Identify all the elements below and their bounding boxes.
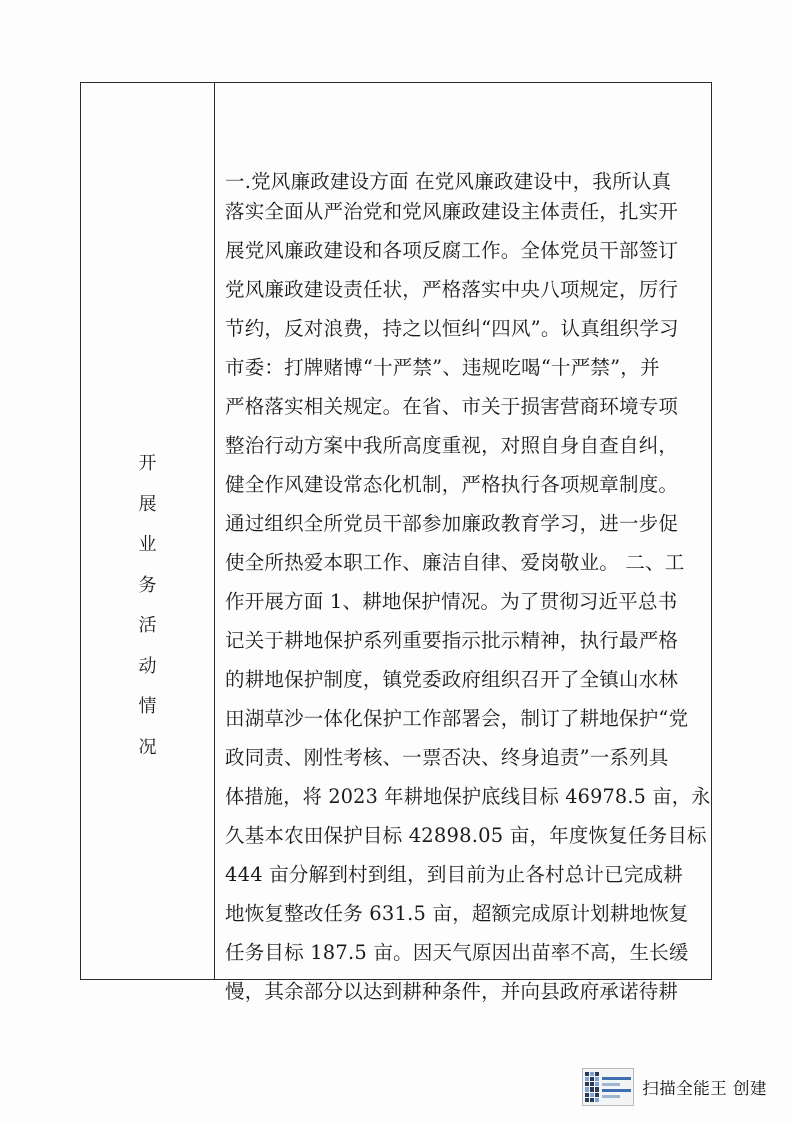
form-table [80, 82, 712, 1003]
row-label-char: 况 [138, 736, 157, 758]
row-label-char: 开 [138, 453, 157, 474]
row-content-text [225, 171, 711, 1011]
content-line: 地恢复整改任务 631.5 亩，超额完成原计划耕地恢复 [225, 902, 689, 925]
content-line: 展党风廉政建设和各项反腐工作。全体党员干部签订 [225, 239, 679, 262]
content-line: 田湖草沙一体化保护工作部署会，制订了耕地保护“党 [225, 707, 689, 730]
row-label-char: 展 [138, 493, 157, 515]
content-line: 党风廉政建设责任状，严格落实中央八项规定，厉行 [225, 278, 679, 301]
content-line: 使全所热爱本职工作、廉洁自律、爱岗敬业。 二、工 [225, 551, 685, 574]
content-line: 严格落实相关规定。在省、市关于损害营商环境专项 [225, 395, 679, 418]
content-line: 444 亩分解到村到组，到目前为止各村总计已完成耕 [225, 863, 683, 886]
content-line: 整治行动方案中我所高度重视，对照自身自查自纠， [225, 434, 679, 457]
camscanner-logo-icon [582, 1068, 634, 1106]
row-label-char: 务 [138, 574, 157, 596]
scanner-watermark [582, 1068, 767, 1106]
content-line: 体措施，将 2023 年耕地保护底线目标 46978.5 亩，永 [225, 785, 711, 808]
row-content-cell [215, 83, 711, 1003]
content-line: 久基本农田保护目标 42898.05 亩，年度恢复任务目标 [225, 824, 707, 847]
content-line: 作开展方面 1、耕地保护情况。为了贯彻习近平总书 [225, 590, 678, 613]
row-label [81, 455, 214, 779]
row-label-char: 业 [138, 534, 157, 555]
row-label-cell [81, 83, 215, 979]
row-label-char: 情 [138, 696, 157, 717]
content-line: 健全作风建设常态化机制，严格执行各项规章制度。 [225, 473, 679, 496]
content-line: 落实全面从严治党和党风廉政建设主体责任，扎实开 [225, 200, 679, 223]
watermark-text: 扫描全能王 创建 [642, 1079, 767, 1098]
content-line: 市委：打牌赌博“十严禁”、违规吃喝“十严禁”，并 [225, 356, 660, 379]
content-line: 政同责、刚性考核、一票否决、终身追责”一系列具 [225, 746, 669, 769]
content-line: 慢，其余部分以达到耕种条件，并向县政府承诺待耕 [225, 980, 679, 1003]
row-label-char: 动 [138, 655, 157, 677]
content-line: 记关于耕地保护系列重要指示批示精神，执行最严格 [225, 629, 679, 652]
content-line: 节约，反对浪费，持之以恒纠“四风”。认真组织学习 [225, 317, 679, 340]
content-line: 任务目标 187.5 亩。因天气原因出苗率不高，生长缓 [225, 941, 689, 964]
content-line: 的耕地保护制度，镇党委政府组织召开了全镇山水林 [225, 668, 679, 691]
qr-code-icon [585, 1072, 599, 1102]
content-line: 一.党风廉政建设方面 在党风廉政建设中，我所认真 [225, 170, 672, 193]
content-line: 通过组织全所党员干部参加廉政教育学习，进一步促 [225, 512, 679, 535]
row-label-char: 活 [138, 615, 157, 636]
